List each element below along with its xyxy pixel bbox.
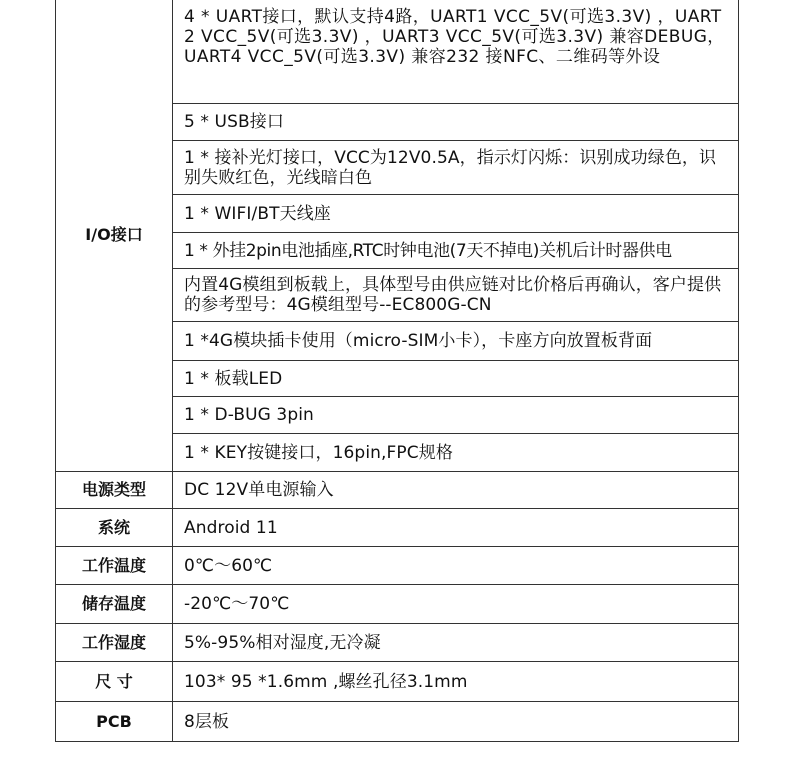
os-label: 系统 <box>56 509 173 547</box>
table-row <box>56 585 739 624</box>
pcb-label: PCB <box>56 702 173 742</box>
io-rtc-battery-value: 1 * 外挂2pin电池插座,RTC时钟电池(7天不掉电)关机后计时器供电 <box>173 233 739 269</box>
size-label: 尺 寸 <box>56 662 173 702</box>
io-key-value: 1 * KEY按键接口，16pin,FPC规格 <box>173 434 739 472</box>
io-wifi-value: 1 * WIFI/BT天线座 <box>173 195 739 233</box>
work-temp-label: 工作温度 <box>56 547 173 585</box>
table-row <box>56 509 739 547</box>
io-usb-value: 5 * USB接口 <box>173 104 739 141</box>
spec-table <box>55 0 739 742</box>
work-temp-value: 0℃～60℃ <box>173 547 739 585</box>
humidity-label: 工作湿度 <box>56 624 173 662</box>
io-debug-value: 1 * D-BUG 3pin <box>173 397 739 434</box>
table-row <box>56 547 739 585</box>
storage-temp-label: 储存温度 <box>56 585 173 624</box>
humidity-value: 5%-95%相对湿度,无冷凝 <box>173 624 739 662</box>
table-row <box>56 0 739 104</box>
io-label: I/O接口 <box>56 0 173 472</box>
io-sim-slot-value: 1 *4G模块插卡使用（micro-SIM小卡），卡座方向放置板背面 <box>173 322 739 361</box>
pcb-value: 8层板 <box>173 702 739 742</box>
table-row <box>56 624 739 662</box>
os-value: Android 11 <box>173 509 739 547</box>
io-fill-light-value: 1 * 接补光灯接口，VCC为12V0.5A，指示灯闪烁：识别成功绿色，识别失败红色，光线暗白色 <box>173 141 739 195</box>
table-row <box>56 702 739 742</box>
size-value: 103* 95 *1.6mm ,螺丝孔径3.1mm <box>173 662 739 702</box>
power-label: 电源类型 <box>56 472 173 509</box>
io-led-value: 1 * 板载LED <box>173 361 739 397</box>
table-row <box>56 472 739 509</box>
io-uart-value: 4 * UART接口，默认支持4路，UART1 VCC_5V(可选3.3V) ，UART2 VCC_5V(可选3.3V) ，UART3 VCC_5V(可选3.3V) 兼容DEBUG，UART4 VCC_5V(可选3.3V) 兼容232 接NFC、二维码等外设 <box>173 0 739 104</box>
storage-temp-value: -20℃～70℃ <box>173 585 739 624</box>
io-4g-module-value: 内置4G模组到板载上，具体型号由供应链对比价格后再确认，客户提供的参考型号：4G模组型号--EC800G-CN <box>173 269 739 322</box>
power-value: DC 12V单电源输入 <box>173 472 739 509</box>
spec-sheet <box>55 0 738 742</box>
table-row <box>56 662 739 702</box>
